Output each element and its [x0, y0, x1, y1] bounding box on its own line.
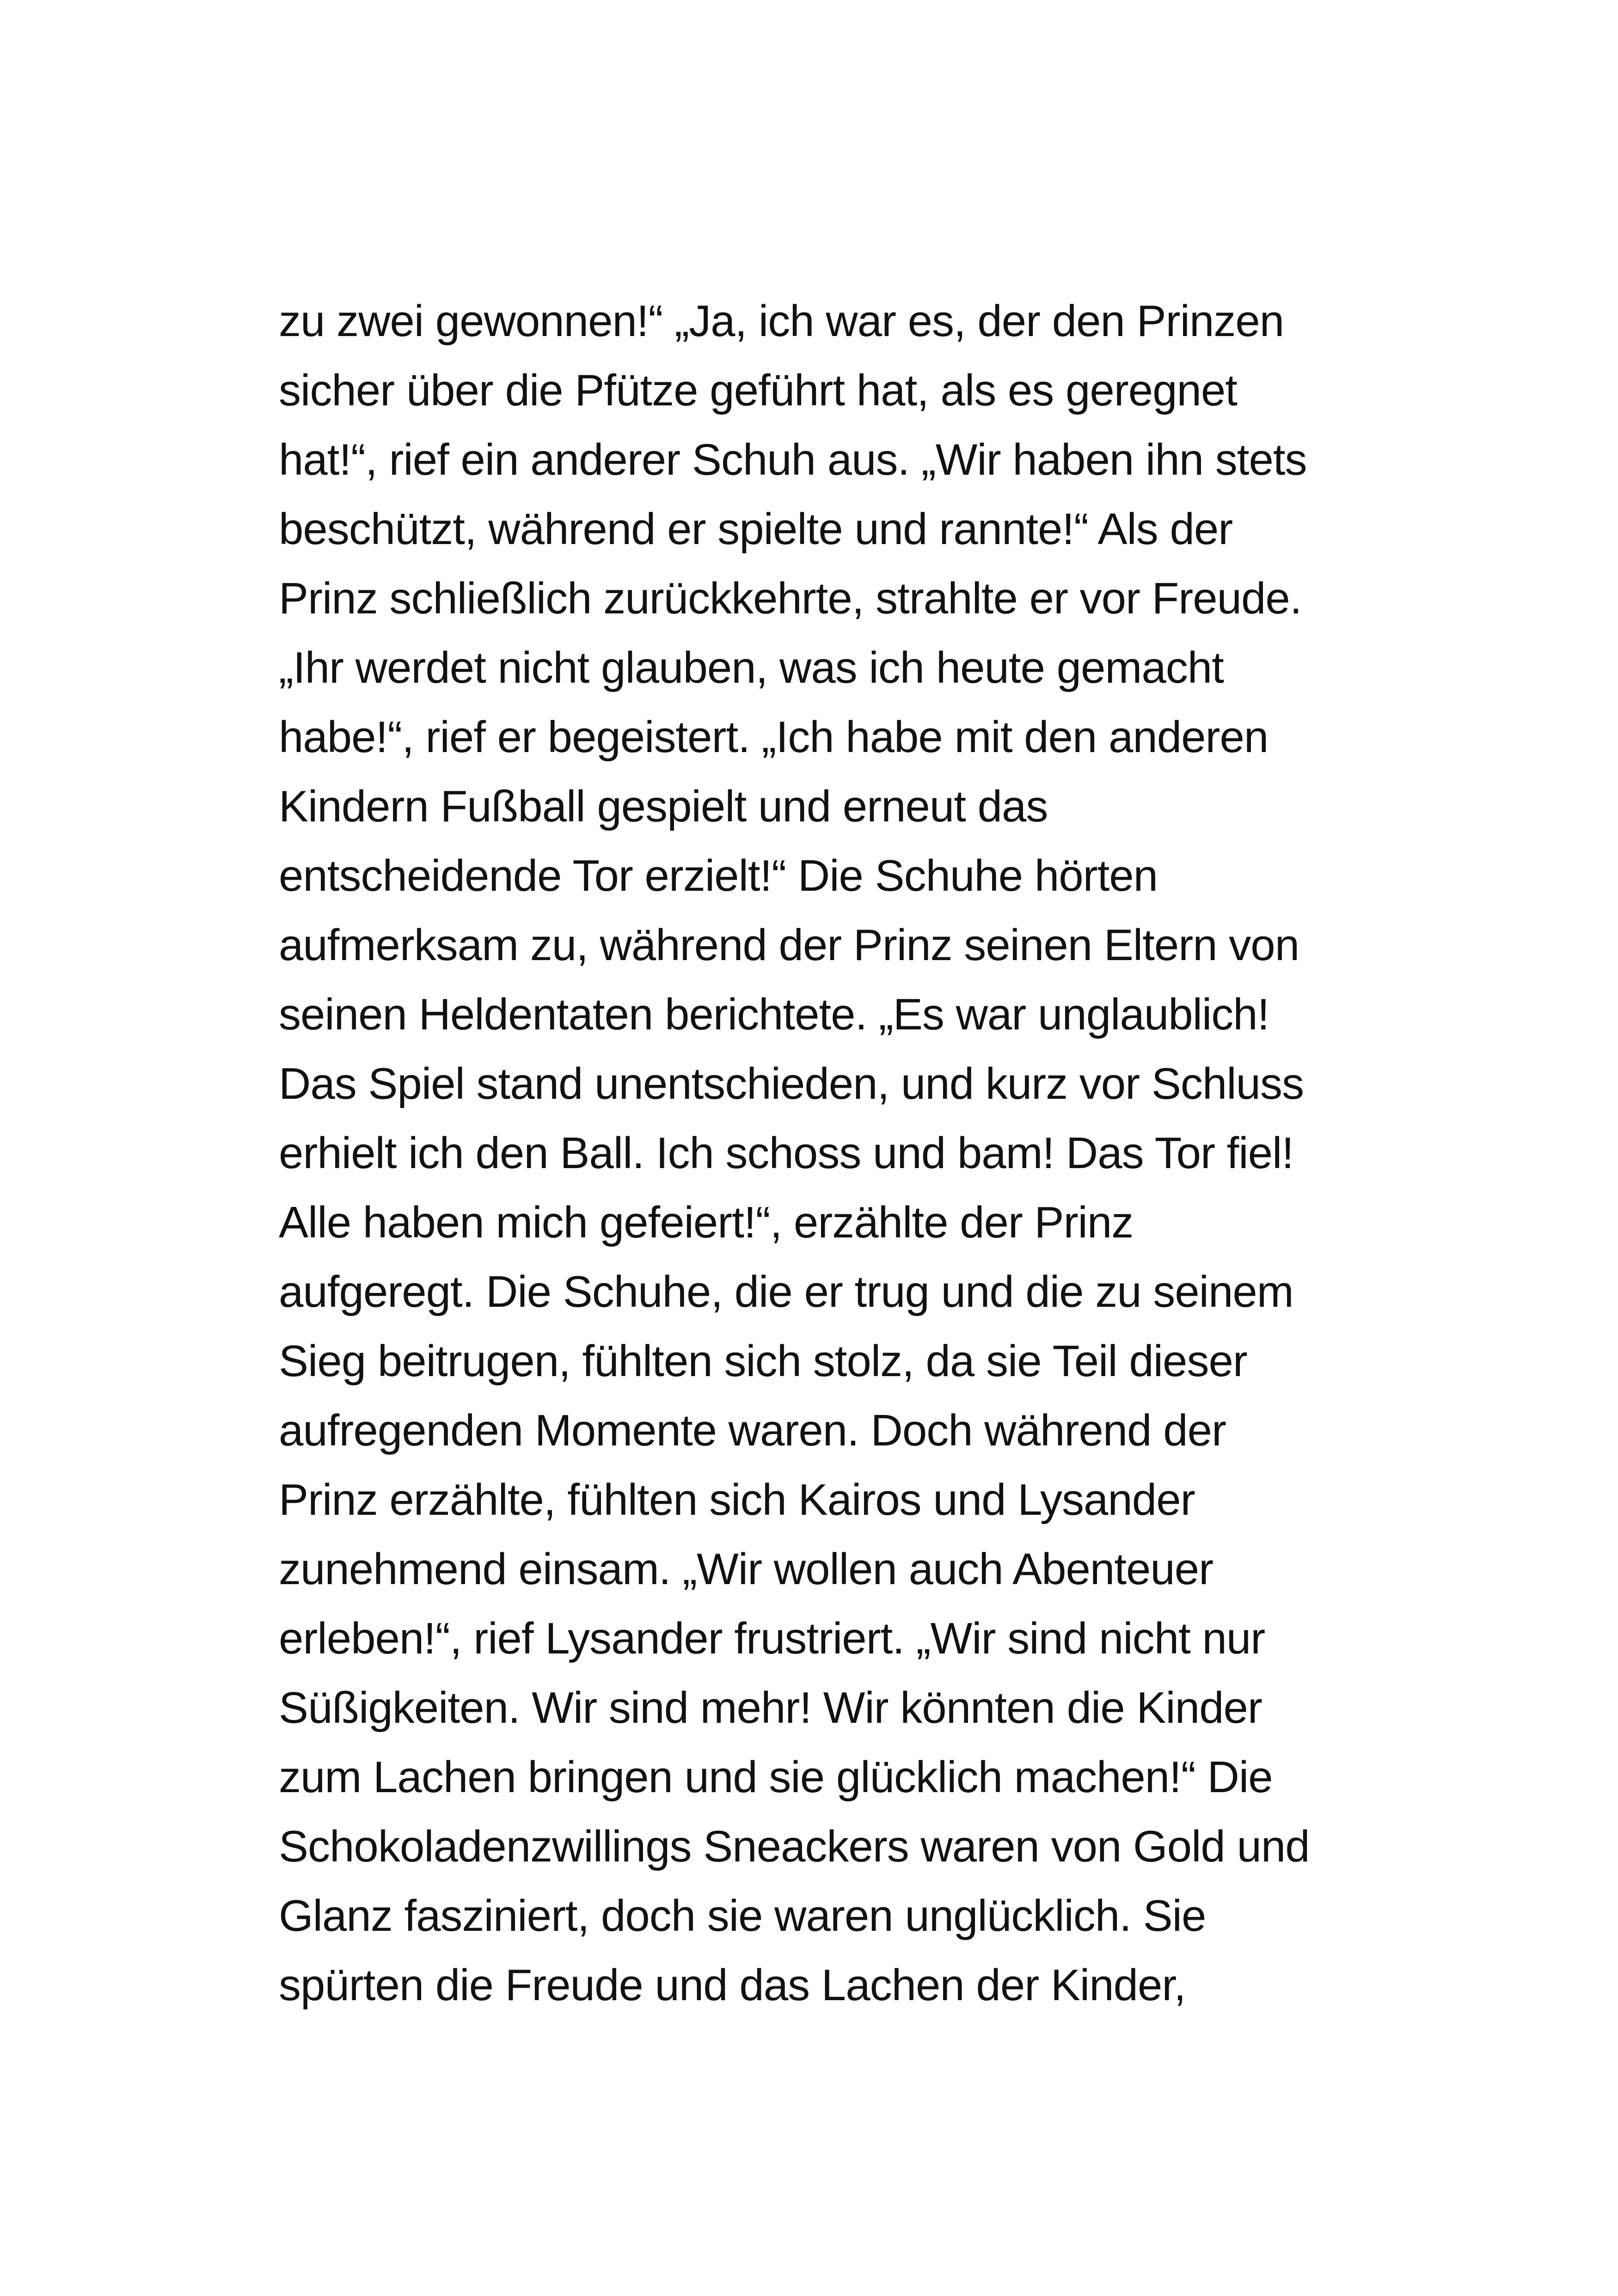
text-line: Prinz erzählte, fühlten sich Kairos und Lysander: [279, 1475, 1195, 1525]
text-line: aufmerksam zu, während der Prinz seinen Eltern von: [279, 920, 1299, 970]
text-line: Das Spiel stand unentschieden, und kurz vor Schluss: [279, 1059, 1304, 1108]
text-line: entscheidende Tor erzielt!“ Die Schuhe hörten: [279, 851, 1158, 900]
body-text: [279, 287, 1397, 2020]
text-line: zunehmend einsam. „Wir wollen auch Abenteuer: [279, 1544, 1214, 1594]
text-line: Glanz fasziniert, doch sie waren unglücklich. Sie: [279, 1891, 1206, 1941]
text-line: Süßigkeiten. Wir sind mehr! Wir könnten die Kinder: [279, 1683, 1262, 1733]
text-line: Sieg beitrugen, fühlten sich stolz, da sie Teil dieser: [279, 1336, 1247, 1386]
text-line: Kindern Fußball gespielt und erneut das: [279, 782, 1048, 831]
text-line: zu zwei gewonnen!“ „Ja, ich war es, der den Prinzen: [279, 296, 1284, 346]
text-line: erleben!“, rief Lysander frustriert. „Wir sind nicht nur: [279, 1614, 1265, 1663]
text-line: erhielt ich den Ball. Ich schoss und bam! Das Tor fiel!: [279, 1128, 1293, 1178]
text-line: Alle haben mich gefeiert!“, erzählte der Prinz: [279, 1198, 1134, 1247]
text-line: beschützt, während er spielte und rannte!“ Als der: [279, 504, 1233, 554]
text-line: aufregenden Momente waren. Doch während der: [279, 1406, 1226, 1455]
text-line: spürten die Freude und das Lachen der Kinder,: [279, 1960, 1186, 2010]
text-line: zum Lachen bringen und sie glücklich machen!“ Die: [279, 1752, 1273, 1802]
text-line: „Ihr werdet nicht glauben, was ich heute gemacht: [279, 643, 1224, 692]
text-line: habe!“, rief er begeistert. „Ich habe mit den anderen: [279, 712, 1269, 762]
text-line: seinen Heldentaten berichtete. „Es war unglaublich!: [279, 990, 1269, 1039]
text-line: aufgeregt. Die Schuhe, die er trug und die zu seinem: [279, 1267, 1293, 1316]
text-line: sicher über die Pfütze geführt hat, als es geregnet: [279, 366, 1237, 415]
text-line: hat!“, rief ein anderer Schuh aus. „Wir haben ihn stets: [279, 435, 1307, 484]
text-line: Prinz schließlich zurückkehrte, strahlte er vor Freude.: [279, 574, 1302, 623]
text-line: Schokoladenzwillings Sneackers waren von Gold und: [279, 1822, 1310, 1871]
